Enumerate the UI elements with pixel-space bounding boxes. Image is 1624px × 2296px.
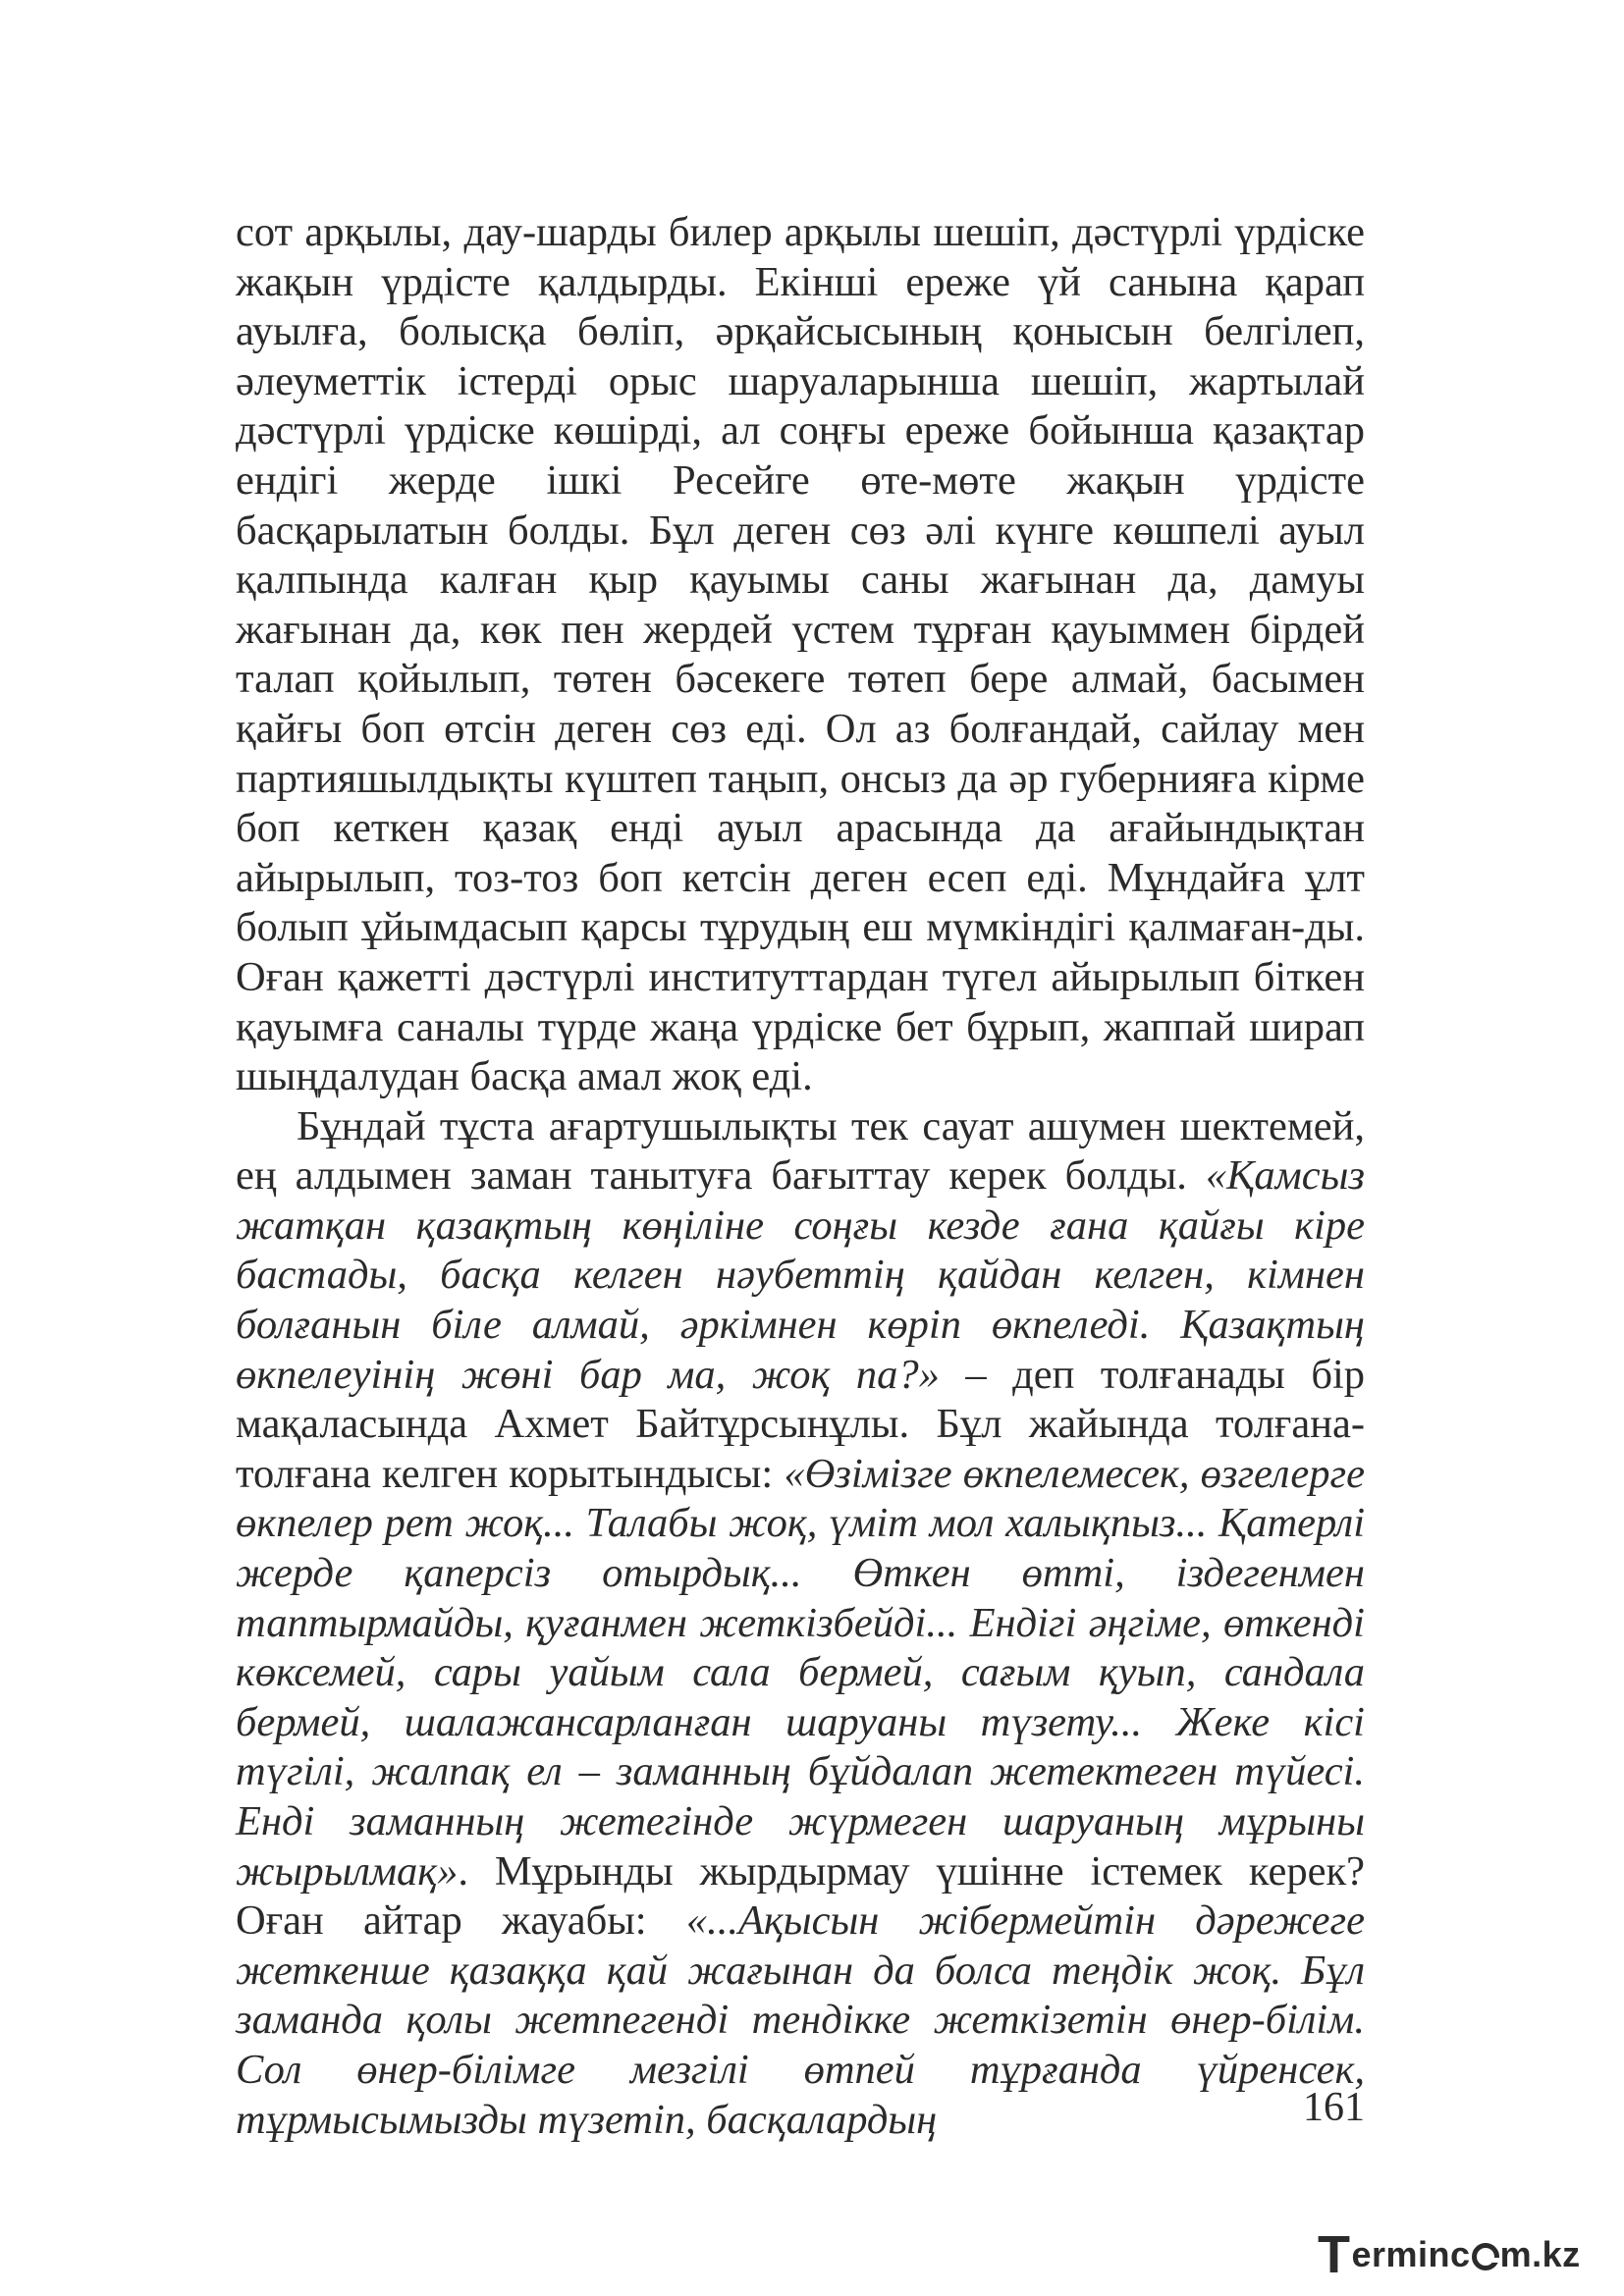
paragraph-2-intro: Бұндай тұста ағартушылықты тек сауат ашумен шектемей, ең алдымен заман танытуға бағыттау керек болды. (236, 1102, 1365, 1200)
page-number: 161 (1303, 2085, 1365, 2130)
body-text (236, 208, 1365, 2145)
paragraph-1: сот арқылы, дау-шарды билер арқылы шешіп, дәстүрлі үрдіске жақын үрдісте қалдырды. Екінші ереже үй санына қарап ауылға, болысқа бөліп, әрқайсысының қонысын белгілеп, әлеуметтік істерді орыс шаруаларынша шешіп, жартылай дәстүрлі үрдіске көшірді, ал соңғы ереже бойынша қазақтар ендігі жерде ішкі Ресейге өте-мөте жақын үрдісте басқарылатын болды. Бұл деген сөз әлі күнге көшпелі ауыл қалпында калған қыр қауымы саны жағынан да, дамуы жағынан да, көк пен жердей үстем тұрған қауыммен бірдей талап қойылып, төтен бәсекеге төтеп бере алмай, басымен қайғы боп өтсін деген сөз еді. Ол аз болғандай, сайлау мен партияшылдықты күштеп таңып, онсыз да әр губернияға кірме боп кеткен қазақ енді ауыл арасында да ағайындықтан айырылып, тоз-тоз боп кетсін деген есеп еді. Мұндайға ұлт болып ұйымдасып қарсы тұрудың еш мүмкіндігі қалмаған-ды. Оған қажетті дәстүрлі институттардан түгел айырылып біткен қауымға саналы түрде жаңа үрдіске бет бұрып, жаппай ширап шыңдалудан басқа амал жоқ еді. (236, 209, 1365, 1100)
paragraph-2-tail: . Мұрынды жырдырмау үшінне істемек керек? Оған айтар жауабы: (236, 1847, 1365, 1945)
quote-1: «Қамсыз жатқан қазақтың көңіліне соңғы кезде ғана қайғы кіре бастады, басқа келген нәубеттің қайдан келген, кімнен болғанын біле алмай, әркімнен көріп өкпеледі. Қазақтың өкпелеуінің жөні бар ма, жоқ па?» (236, 1152, 1365, 1398)
watermark-o-icon (1472, 2243, 1499, 2270)
watermark-letter-t: T (1318, 2225, 1351, 2284)
paragraph-2-mid: – деп толғанады бір мақаласында Ахмет Байтұрсынұлы. Бұл жайында толғана-толғана келген корытындысы: (236, 1351, 1366, 1497)
watermark-text-a: erminc (1351, 2234, 1471, 2274)
paragraph-2 (236, 1102, 1365, 2145)
watermark-text-b: m.kz (1499, 2234, 1581, 2274)
quote-3: «...Ақысын жібермейтін дәрежеге жеткенше қазаққа қай жағынан да болса теңдік жоқ. Бұл заманда қолы жетпегенді тендікке жеткізетін өнер-білім. Сол өнер-білімге мезгілі өтпей тұрғанда үйренсек, тұрмысымызды түзетіп, басқалардың (236, 1897, 1365, 2143)
quote-2: «Өзімізге өкпелемесек, өзгелерге өкпелер рет жоқ... Талабы жоқ, үміт мол халықпыз... Қатерлі жерде қаперсіз отырдық... Өткен өтті, іздегенмен таптырмайды, қуғанмен жеткізбейді... Ендігі әңгіме, өткенді көксемей, сары уайым сала бермей, сағым қуып, сандала бермей, шалажансарланған шаруаны түзету... Жеке кісі түгілі, жалпақ ел – заманның бұйдалап жетектеген түйесі. Енді заманның жетегінде жүрмеген шаруаның мұрыны жырылмақ» (236, 1450, 1365, 1895)
termincom-watermark-logo (1318, 2225, 1581, 2284)
